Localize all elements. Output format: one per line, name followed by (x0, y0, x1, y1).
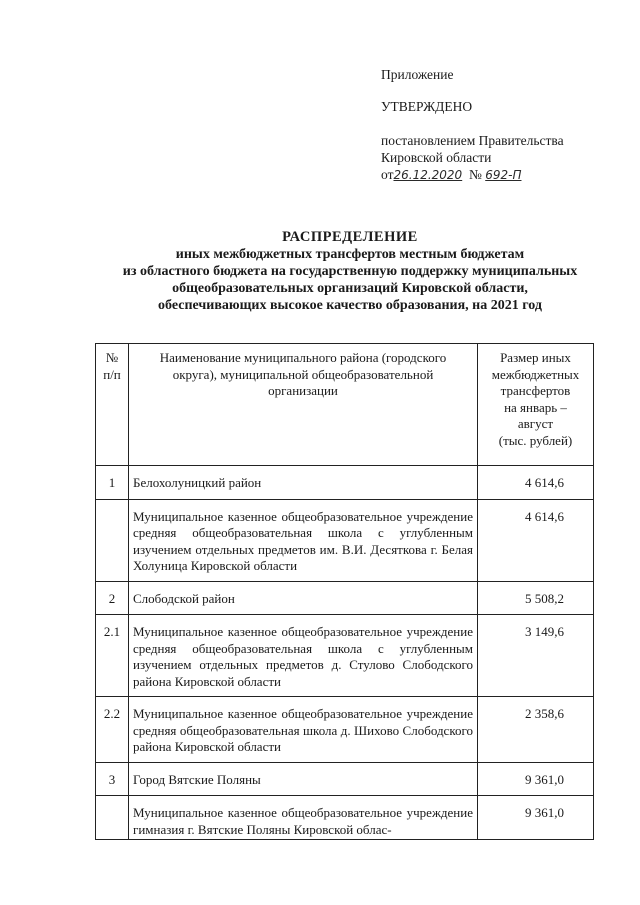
decree-line-2: Кировской области (381, 150, 492, 165)
header-sum: Размер иных межбюджетных трансфертов на январь – август (тыс. рублей) (478, 344, 594, 466)
document-title (60, 229, 640, 314)
row-name: Муниципальное казенное общеобразовательное учреждение средняя общеобразовательная школа д. Шихово Слободского района Кировской области (129, 697, 478, 763)
table-row (96, 466, 594, 500)
decree-line-1: постановлением Правительства (381, 133, 564, 148)
row-num (96, 796, 129, 840)
approval-block (381, 66, 621, 184)
row-num: 1 (96, 466, 129, 500)
row-num: 2 (96, 581, 129, 615)
handwritten-number: 692-П (485, 168, 522, 182)
row-name: Муниципальное казенное общеобразовательное учреждение средняя общеобразовательная школа с углубленным изучением отдельных предметов им. В.И. Десяткова г. Белая Холуница Кировской области (129, 499, 478, 581)
row-sum: 2 358,6 (478, 697, 594, 763)
row-name: Город Вятские Поляны (129, 762, 478, 796)
appendix-label: Приложение (381, 67, 454, 82)
row-sum: 5 508,2 (478, 581, 594, 615)
title-heading: РАСПРЕДЕЛЕНИЕ (282, 229, 418, 245)
table-row (96, 581, 594, 615)
row-sum: 4 614,6 (478, 499, 594, 581)
title-line-4: обеспечивающих высокое качество образования, на 2021 год (158, 298, 542, 313)
row-sum: 3 149,6 (478, 615, 594, 697)
decree-date-number (381, 166, 621, 184)
table-row (96, 762, 594, 796)
title-line-1: иных межбюджетных трансфертов местным бюджетам (175, 247, 525, 262)
approved-label: УТВЕРЖДЕНО (381, 99, 473, 114)
row-name: Слободской район (129, 581, 478, 615)
table-header-row (96, 344, 594, 466)
row-num: 2.1 (96, 615, 129, 697)
row-num (96, 499, 129, 581)
number-prefix: № (468, 167, 482, 182)
header-num: № п/п (96, 344, 129, 466)
row-name: Муниципальное казенное общеобразовательное учреждение средняя общеобразовательная школа с углубленным изучением отдельных предметов д. Стулово Слободского района Кировской области (129, 615, 478, 697)
row-sum: 9 361,0 (478, 796, 594, 840)
row-sum: 9 361,0 (478, 762, 594, 796)
title-line-2: из областного бюджета на государственную поддержку муниципальных (122, 264, 578, 279)
header-name: Наименование муниципального района (городского округа), муниципальной общеобразовательной организации (129, 344, 478, 466)
table-row (96, 796, 594, 840)
row-name: Муниципальное казенное общеобразовательное учреждение гимназия г. Вятские Поляны Кировской облас- (129, 796, 478, 840)
row-num: 2.2 (96, 697, 129, 763)
row-sum: 4 614,6 (478, 466, 594, 500)
title-line-3: общеобразовательных организаций Кировской области, (172, 281, 528, 296)
table-row (96, 615, 594, 697)
date-prefix: от (381, 167, 394, 182)
table-row (96, 499, 594, 581)
row-name: Белохолуницкий район (129, 466, 478, 500)
row-num: 3 (96, 762, 129, 796)
handwritten-date: 26.12.2020 (393, 168, 463, 182)
table-row (96, 697, 594, 763)
distribution-table (95, 343, 594, 840)
